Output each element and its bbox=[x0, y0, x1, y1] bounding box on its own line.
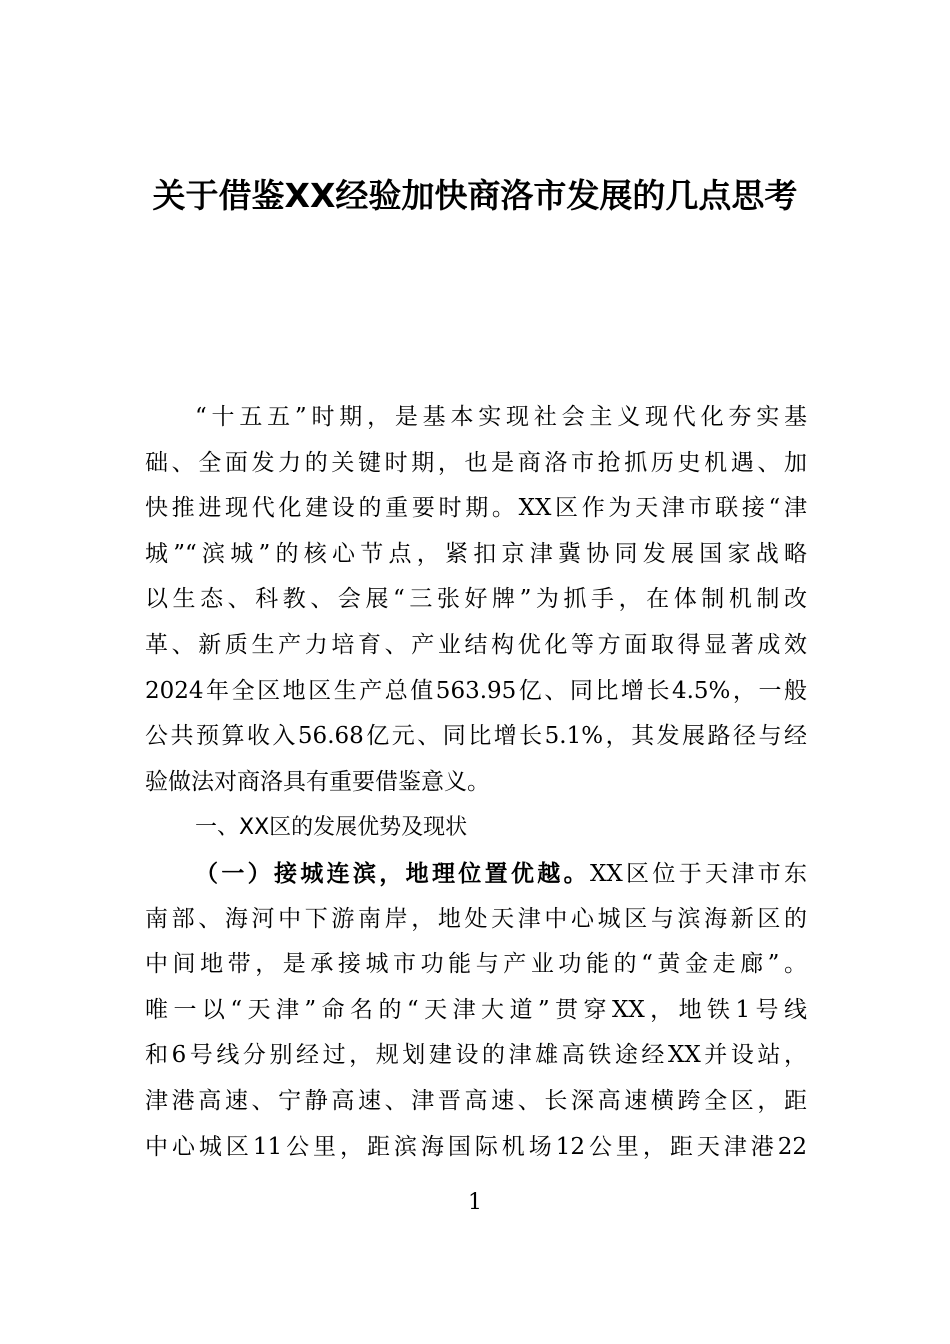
paragraph-line: 城”“滨城”的核心节点，紧扣京津冀协同发展国家战略 bbox=[145, 540, 807, 567]
paragraph-line: 验做法对商洛具有重要借鉴意义。 bbox=[145, 768, 490, 795]
subsection-lead: （一）接城连滨，地理位置优越。 bbox=[195, 859, 590, 887]
paragraph-line: 唯一以“天津”命名的“天津大道”贯穿XX，地铁1号线 bbox=[145, 996, 807, 1023]
paragraph-line: “十五五”时期，是基本实现社会主义现代化夯实基 bbox=[195, 404, 807, 430]
page-number: 1 bbox=[468, 1190, 482, 1215]
paragraph-line: 津港高速、宁静高速、津晋高速、长深高速横跨全区，距 bbox=[145, 1087, 807, 1114]
paragraph-line: 2024年全区地区生产总值563.95亿、同比增长4.5%，一般 bbox=[145, 677, 807, 704]
paragraph-line: 础、全面发力的关键时期，也是商洛市抢抓历史机遇、加 bbox=[145, 449, 807, 476]
paragraph-line: 中间地带，是承接城市功能与产业功能的“黄金走廊”。 bbox=[145, 951, 807, 978]
paragraph-line: 中心城区11公里，距滨海国际机场12公里，距天津港22 bbox=[145, 1133, 807, 1160]
paragraph-line: 以生态、科教、会展“三张好牌”为抓手，在体制机制改 bbox=[145, 586, 807, 613]
paragraph-line: 公共预算收入56.68亿元、同比增长5.1%，其发展路径与经 bbox=[145, 723, 807, 750]
document-title: 关于借鉴XX经验加快商洛市发展的几点思考 bbox=[152, 176, 798, 215]
paragraph-line: 快推进现代化建设的重要时期。XX区作为天津市联接“津 bbox=[145, 495, 807, 522]
subsection-first-line bbox=[145, 851, 807, 897]
paragraph-line: 和6号线分别经过，规划建设的津雄高铁途经XX并设站， bbox=[145, 1042, 807, 1069]
subsection-first-line-rest: XX区位于天津市东 bbox=[589, 860, 808, 887]
document-body bbox=[145, 395, 807, 1170]
paragraph-line: 革、新质生产力培育、产业结构优化等方面取得显著成效 bbox=[145, 631, 807, 658]
paragraph-line: 南部、海河中下游南岸，地处天津中心城区与滨海新区的 bbox=[145, 905, 807, 932]
section-heading: 一、XX区的发展优势及现状 bbox=[195, 815, 468, 841]
